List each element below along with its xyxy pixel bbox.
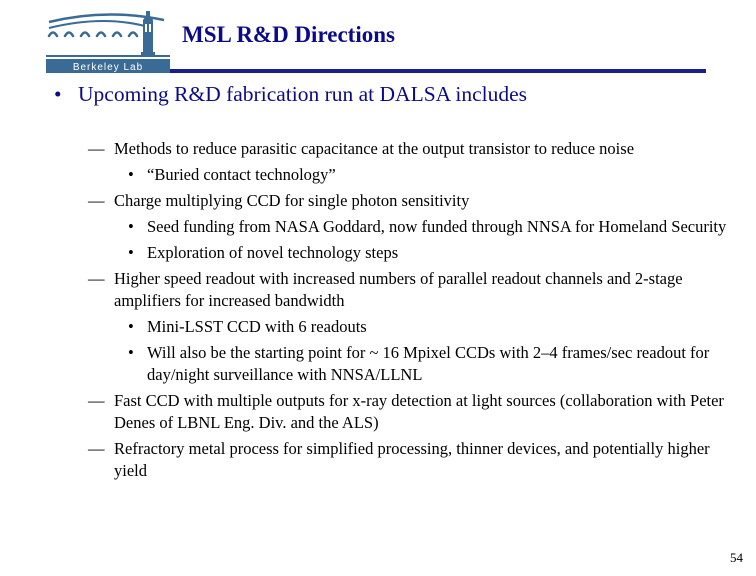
list-item [88,268,728,312]
list-item [88,138,728,160]
list-item [88,390,728,434]
dash-marker: — [88,191,105,210]
dash-marker: — [88,439,105,458]
sub-item-text: Exploration of novel technology steps [147,243,399,262]
sub-item-text: Seed funding from NASA Goddard, now funded through NNSA for Homeland Security [147,217,727,236]
sub-item-text: Mini-LSST CCD with 6 readouts [147,317,367,336]
bullet-dot: • [128,217,134,236]
list-item-text: Refractory metal process for simplified processing, thinner devices, and potentially higher yield [114,439,710,480]
dash-marker: — [88,391,105,410]
sub-list-item [88,342,728,386]
sub-list-item [88,164,728,186]
logo-text: Berkeley Lab [72,62,144,73]
bullet-dot: • [128,343,134,362]
main-bullet-text: Upcoming R&D fabrication run at DALSA includes [78,82,528,106]
sub-item-text: Will also be the starting point for ~ 16 Mpixel CCDs with 2–4 frames/sec readout for day/night surveillance with NNSA/LLNL [147,343,710,384]
bullet-list [88,138,728,482]
bullet-dot: • [128,317,134,336]
list-item [88,190,728,212]
list-item-text: Charge multiplying CCD for single photon sensitivity [114,191,470,210]
page-title: MSL R&D Directions [182,22,395,47]
sub-list-item [88,242,728,264]
title-rule [170,69,706,73]
list-item-text: Fast CCD with multiple outputs for x-ray detection at light sources (collaboration with Peter Denes of LBNL Eng. Div. and the ALS) [114,391,724,432]
berkeley-lab-logo [46,8,170,74]
page-number: 54 [730,550,743,565]
bullet-dot: • [54,82,62,106]
list-item-text: Methods to reduce parasitic capacitance at the output transistor to reduce noise [114,139,635,158]
dash-marker: — [88,269,105,288]
sub-list-item [88,216,728,238]
list-item [88,438,728,482]
bullet-dot: • [128,243,134,262]
list-item-text: Higher speed readout with increased numbers of parallel readout channels and 2-stage amplifiers for increased bandwidth [114,269,683,310]
bullet-dot: • [128,165,134,184]
main-bullet [54,82,527,107]
sub-item-text: “Buried contact technology” [147,165,336,184]
dash-marker: — [88,139,105,158]
sub-list-item [88,316,728,338]
